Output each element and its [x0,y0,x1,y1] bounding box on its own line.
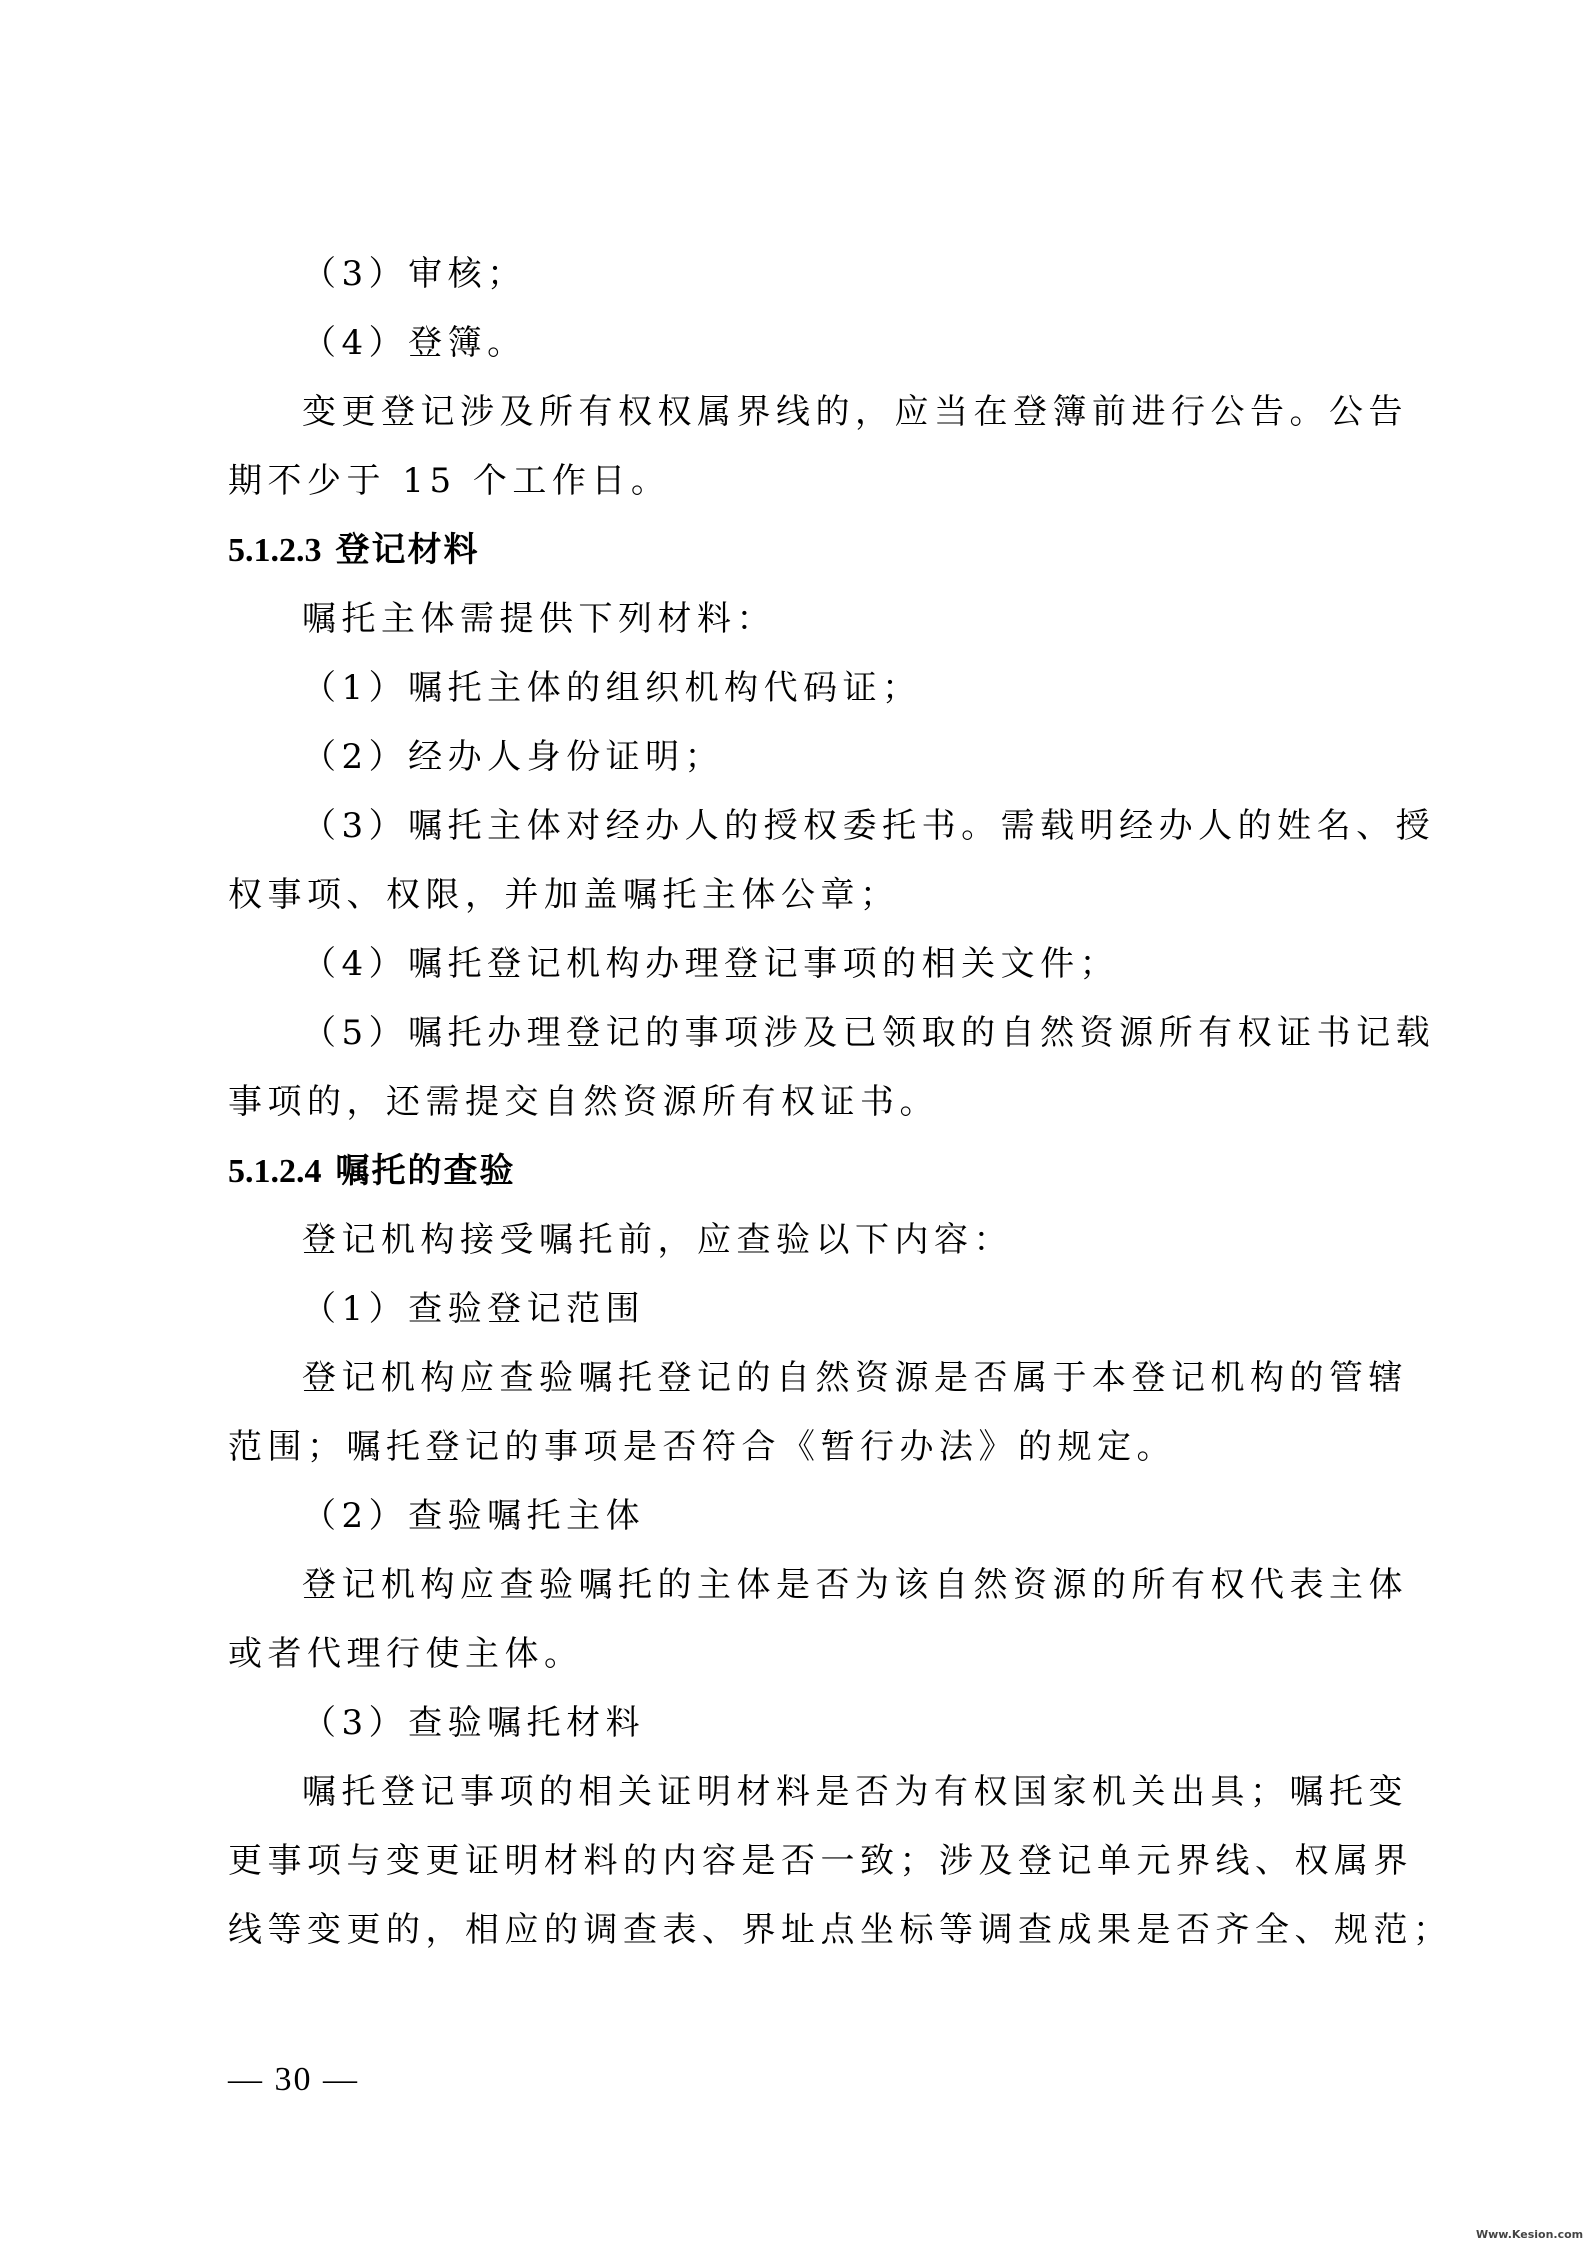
paragraph-line: 登记机构应查验嘱托的主体是否为该自然资源的所有权代表主体 [302,1565,1408,1605]
paragraph-line: 登记机构应查验嘱托登记的自然资源是否属于本登记机构的管辖 [302,1358,1408,1398]
paragraph-line: 期不少于 15 个工作日。 [228,461,671,501]
section-heading-5-1-2-3 [228,516,1348,585]
list-item: （2）经办人身份证明； [302,737,725,777]
list-item: （2）查验嘱托主体 [302,1496,646,1536]
paragraph-line: （4）登簿。 [302,323,527,363]
paragraph-line: 更事项与变更证明材料的内容是否一致；涉及登记单元界线、权属界 [228,1841,1413,1881]
paragraph-line: 嘱托主体需提供下列材料： [302,599,776,639]
document-body [228,240,1453,1965]
paragraph-line: 变更登记涉及所有权权属界线的，应当在登簿前进行公告。公告 [302,392,1408,432]
section-number: 5.1.2.3 [228,532,322,569]
paragraph-line: 权事项、权限，并加盖嘱托主体公章； [228,875,900,915]
paragraph-line: 事项的，还需提交自然资源所有权证书。 [228,1082,939,1122]
paragraph-line: 范围；嘱托登记的事项是否符合《暂行办法》的规定。 [228,1427,1176,1467]
section-number: 5.1.2.4 [228,1153,322,1190]
list-item: （1）查验登记范围 [302,1289,646,1329]
page-number: — 30 — [228,2061,359,2098]
paragraph-line: 或者代理行使主体。 [228,1634,584,1674]
paragraph-line: 登记机构接受嘱托前，应查验以下内容： [302,1220,1013,1260]
list-item: （1）嘱托主体的组织机构代码证； [302,668,922,708]
list-item: （4）嘱托登记机构办理登记事项的相关文件； [302,944,1120,984]
list-item: （3）查验嘱托材料 [302,1703,646,1743]
paragraph-line: （3）审核； [302,254,527,294]
section-title: 登记材料 [335,530,480,570]
paragraph-line: 线等变更的，相应的调查表、界址点坐标等调查成果是否齐全、规范； [228,1910,1453,1950]
paragraph-line: 嘱托登记事项的相关证明材料是否为有权国家机关出具；嘱托变 [302,1772,1408,1812]
section-title: 嘱托的查验 [335,1151,516,1191]
list-item: （3）嘱托主体对经办人的授权委托书。需载明经办人的姓名、授 [302,806,1436,846]
list-item: （5）嘱托办理登记的事项涉及已领取的自然资源所有权证书记载 [302,1013,1436,1053]
watermark: Www.Kesion.com [1476,2228,1584,2241]
section-heading-5-1-2-4 [228,1137,1348,1206]
